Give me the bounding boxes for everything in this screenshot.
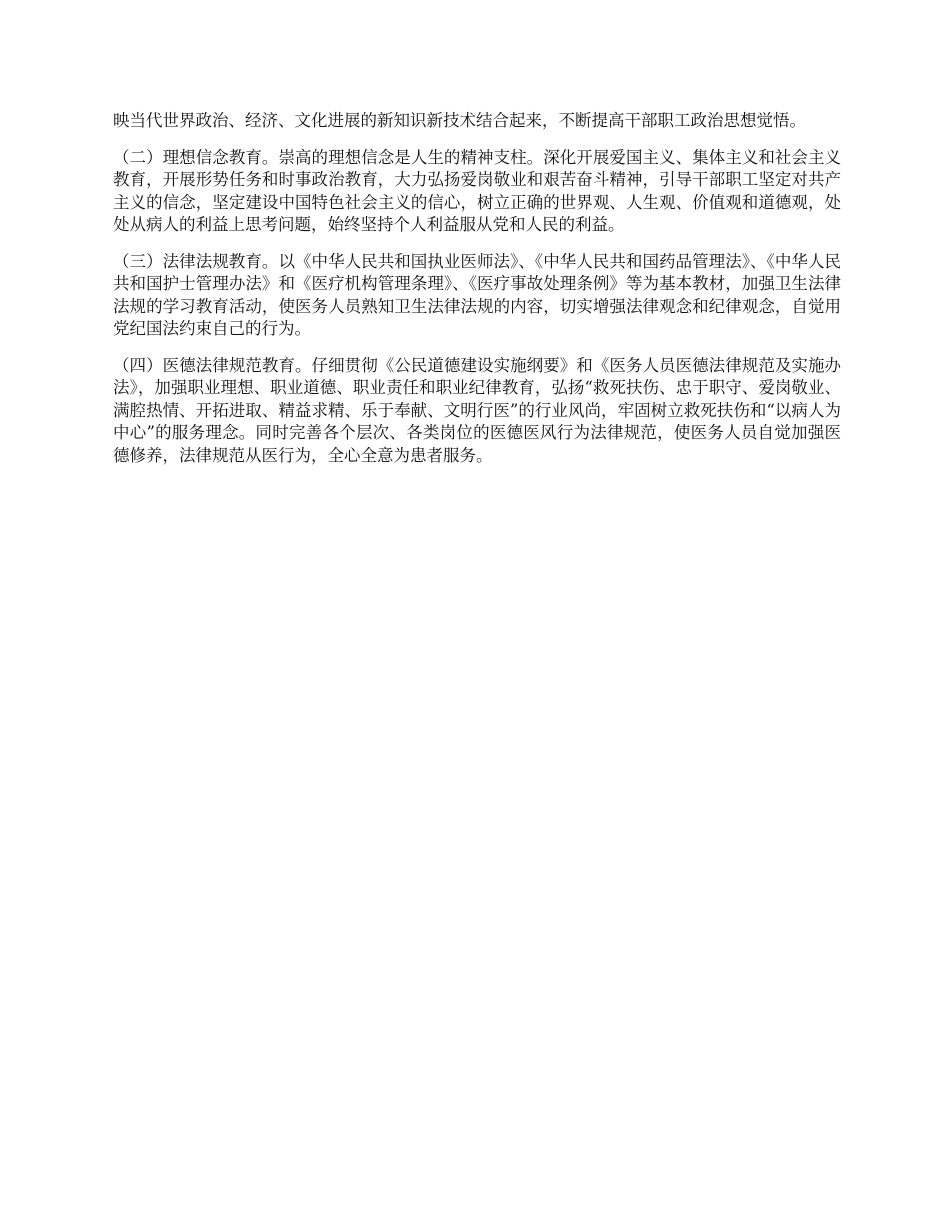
- paragraph-ideals-education: （二）理想信念教育。崇高的理想信念是人生的精神支柱。深化开展爱国主义、集体主义和社会主义教育，开展形势任务和时事政治教育，大力弘扬爱岗敬业和艰苦奋斗精神，引导干部职工坚定对共产主义的信念，坚定建设中国特色社会主义的信心，树立正确的世界观、人生观、价值观和道德观，处处从病人的利益上思考问题，始终坚持个人利益服从党和人民的利益。: [113, 147, 841, 234]
- document-page: [113, 110, 841, 481]
- paragraph-continuation: 映当代世界政治、经济、文化进展的新知识新技术结合起来，不断提高干部职工政治思想觉悟。: [113, 111, 806, 130]
- paragraph-medical-ethics-education: （四）医德法律规范教育。仔细贯彻《公民道德建设实施纲要》和《医务人员医德法律规范及实施办法》，加强职业理想、职业道德、职业责任和职业纪律教育，弘扬“救死扶伤、忠于职守、爱岗敬业、满腔热情、开拓进取、精益求精、乐于奉献、文明行医”的行业风尚，牢固树立救死扶伤和“以病人为中心”的服务理念。同时完善各个层次、各类岗位的医德医风行为法律规范，使医务人员自觉加强医德修养，法律规范从医行为，全心全意为患者服务。: [113, 355, 841, 465]
- paragraph-law-education: （三）法律法规教育。以《中华人民共和国执业医师法》、《中华人民共和国药品管理法》、《中华人民共和国护士管理办法》和《医疗机构管理条理》、《医疗事故处理条例》等为基本教材，加强卫生法律法规的学习教育活动，使医务人员熟知卫生法律法规的内容，切实增强法律观念和纪律观念，自觉用党纪国法约束自己的行为。: [113, 251, 841, 338]
